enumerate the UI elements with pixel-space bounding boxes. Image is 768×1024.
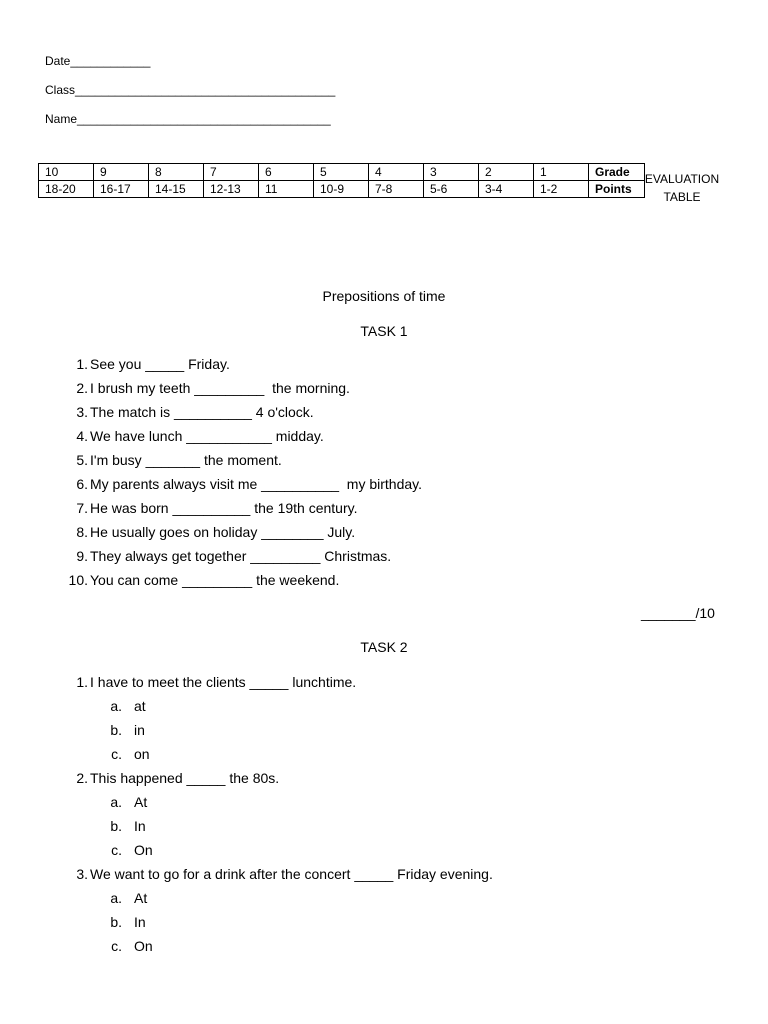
- table-cell: 9: [94, 164, 149, 181]
- option-text: in: [134, 722, 145, 738]
- table-cell: 1-2: [534, 181, 589, 198]
- question-text: I have to meet the clients _____ lunchtime.: [90, 674, 357, 690]
- question-text: This happened _____ the 80s.: [90, 770, 280, 786]
- table-cell: 10-9: [314, 181, 369, 198]
- name-field: Name______________________________________: [45, 112, 331, 126]
- table-cell: 14-15: [149, 181, 204, 198]
- evaluation-table-label: [636, 170, 728, 206]
- option-text: on: [134, 746, 150, 762]
- evaluation-label-line1: EVALUATION: [644, 172, 720, 186]
- item-number: 4.: [76, 428, 88, 444]
- table-cell: 12-13: [204, 181, 259, 198]
- question-number: 3.: [76, 866, 88, 882]
- item-number: 2.: [76, 380, 88, 396]
- item-number: 3.: [76, 404, 88, 420]
- option-text: At: [134, 890, 148, 906]
- item-text: He was born __________ the 19th century.: [90, 500, 358, 516]
- table-header-cell: Grade: [589, 164, 645, 181]
- item-text: I'm busy _______ the moment.: [90, 452, 282, 468]
- table-cell: 11: [259, 181, 314, 198]
- table-cell: 6: [259, 164, 314, 181]
- table-cell: 4: [369, 164, 424, 181]
- item-text: They always get together _________ Christmas.: [90, 548, 392, 564]
- item-number: 7.: [76, 500, 88, 516]
- table-cell: 3-4: [479, 181, 534, 198]
- option-text: At: [134, 794, 148, 810]
- evaluation-table: [38, 163, 645, 198]
- item-number: 6.: [76, 476, 88, 492]
- option-letter: b.: [110, 818, 122, 834]
- item-text: My parents always visit me __________ my birthday.: [90, 476, 423, 492]
- table-cell: 16-17: [94, 181, 149, 198]
- item-text: He usually goes on holiday ________ July.: [90, 524, 356, 540]
- item-number: 8.: [76, 524, 88, 540]
- option-text: In: [134, 914, 146, 930]
- table-cell: 7-8: [369, 181, 424, 198]
- item-text: You can come _________ the weekend.: [90, 572, 340, 588]
- option-letter: a.: [110, 890, 122, 906]
- page-title: Prepositions of time: [322, 288, 446, 304]
- table-cell: 1: [534, 164, 589, 181]
- table-cell: 10: [39, 164, 94, 181]
- table-cell: 7: [204, 164, 259, 181]
- table-cell: 3: [424, 164, 479, 181]
- option-letter: b.: [110, 914, 122, 930]
- item-number: 9.: [76, 548, 88, 564]
- class-field: Class_______________________________________: [45, 83, 336, 97]
- item-text: See you _____ Friday.: [90, 356, 230, 372]
- table-header-cell: Points: [589, 181, 645, 198]
- task2-heading: TASK 2: [360, 639, 408, 655]
- option-text: On: [134, 842, 153, 858]
- option-letter: c.: [111, 938, 122, 954]
- item-number: 5.: [76, 452, 88, 468]
- option-letter: c.: [111, 746, 122, 762]
- option-text: at: [134, 698, 146, 714]
- question-number: 2.: [76, 770, 88, 786]
- table-cell: 18-20: [39, 181, 94, 198]
- grade-row: [39, 164, 645, 181]
- item-text: I brush my teeth _________ the morning.: [90, 380, 350, 396]
- item-text: The match is __________ 4 o'clock.: [90, 404, 314, 420]
- question-number: 1.: [76, 674, 88, 690]
- option-letter: a.: [110, 698, 122, 714]
- task1-score: _______/10: [641, 605, 715, 621]
- table-cell: 5: [314, 164, 369, 181]
- task1-heading: TASK 1: [360, 323, 408, 339]
- table-cell: 8: [149, 164, 204, 181]
- item-text: We have lunch ___________ midday.: [90, 428, 324, 444]
- option-letter: c.: [111, 842, 122, 858]
- question-text: We want to go for a drink after the concert _____ Friday evening.: [90, 866, 493, 882]
- option-text: On: [134, 938, 153, 954]
- table-cell: 5-6: [424, 181, 479, 198]
- item-number: 10.: [68, 572, 88, 588]
- points-row: [39, 181, 645, 198]
- option-text: In: [134, 818, 146, 834]
- option-letter: a.: [110, 794, 122, 810]
- item-number: 1.: [76, 356, 88, 372]
- evaluation-label-line2: TABLE: [663, 190, 701, 204]
- table-cell: 2: [479, 164, 534, 181]
- date-field: Date____________: [45, 54, 151, 68]
- option-letter: b.: [110, 722, 122, 738]
